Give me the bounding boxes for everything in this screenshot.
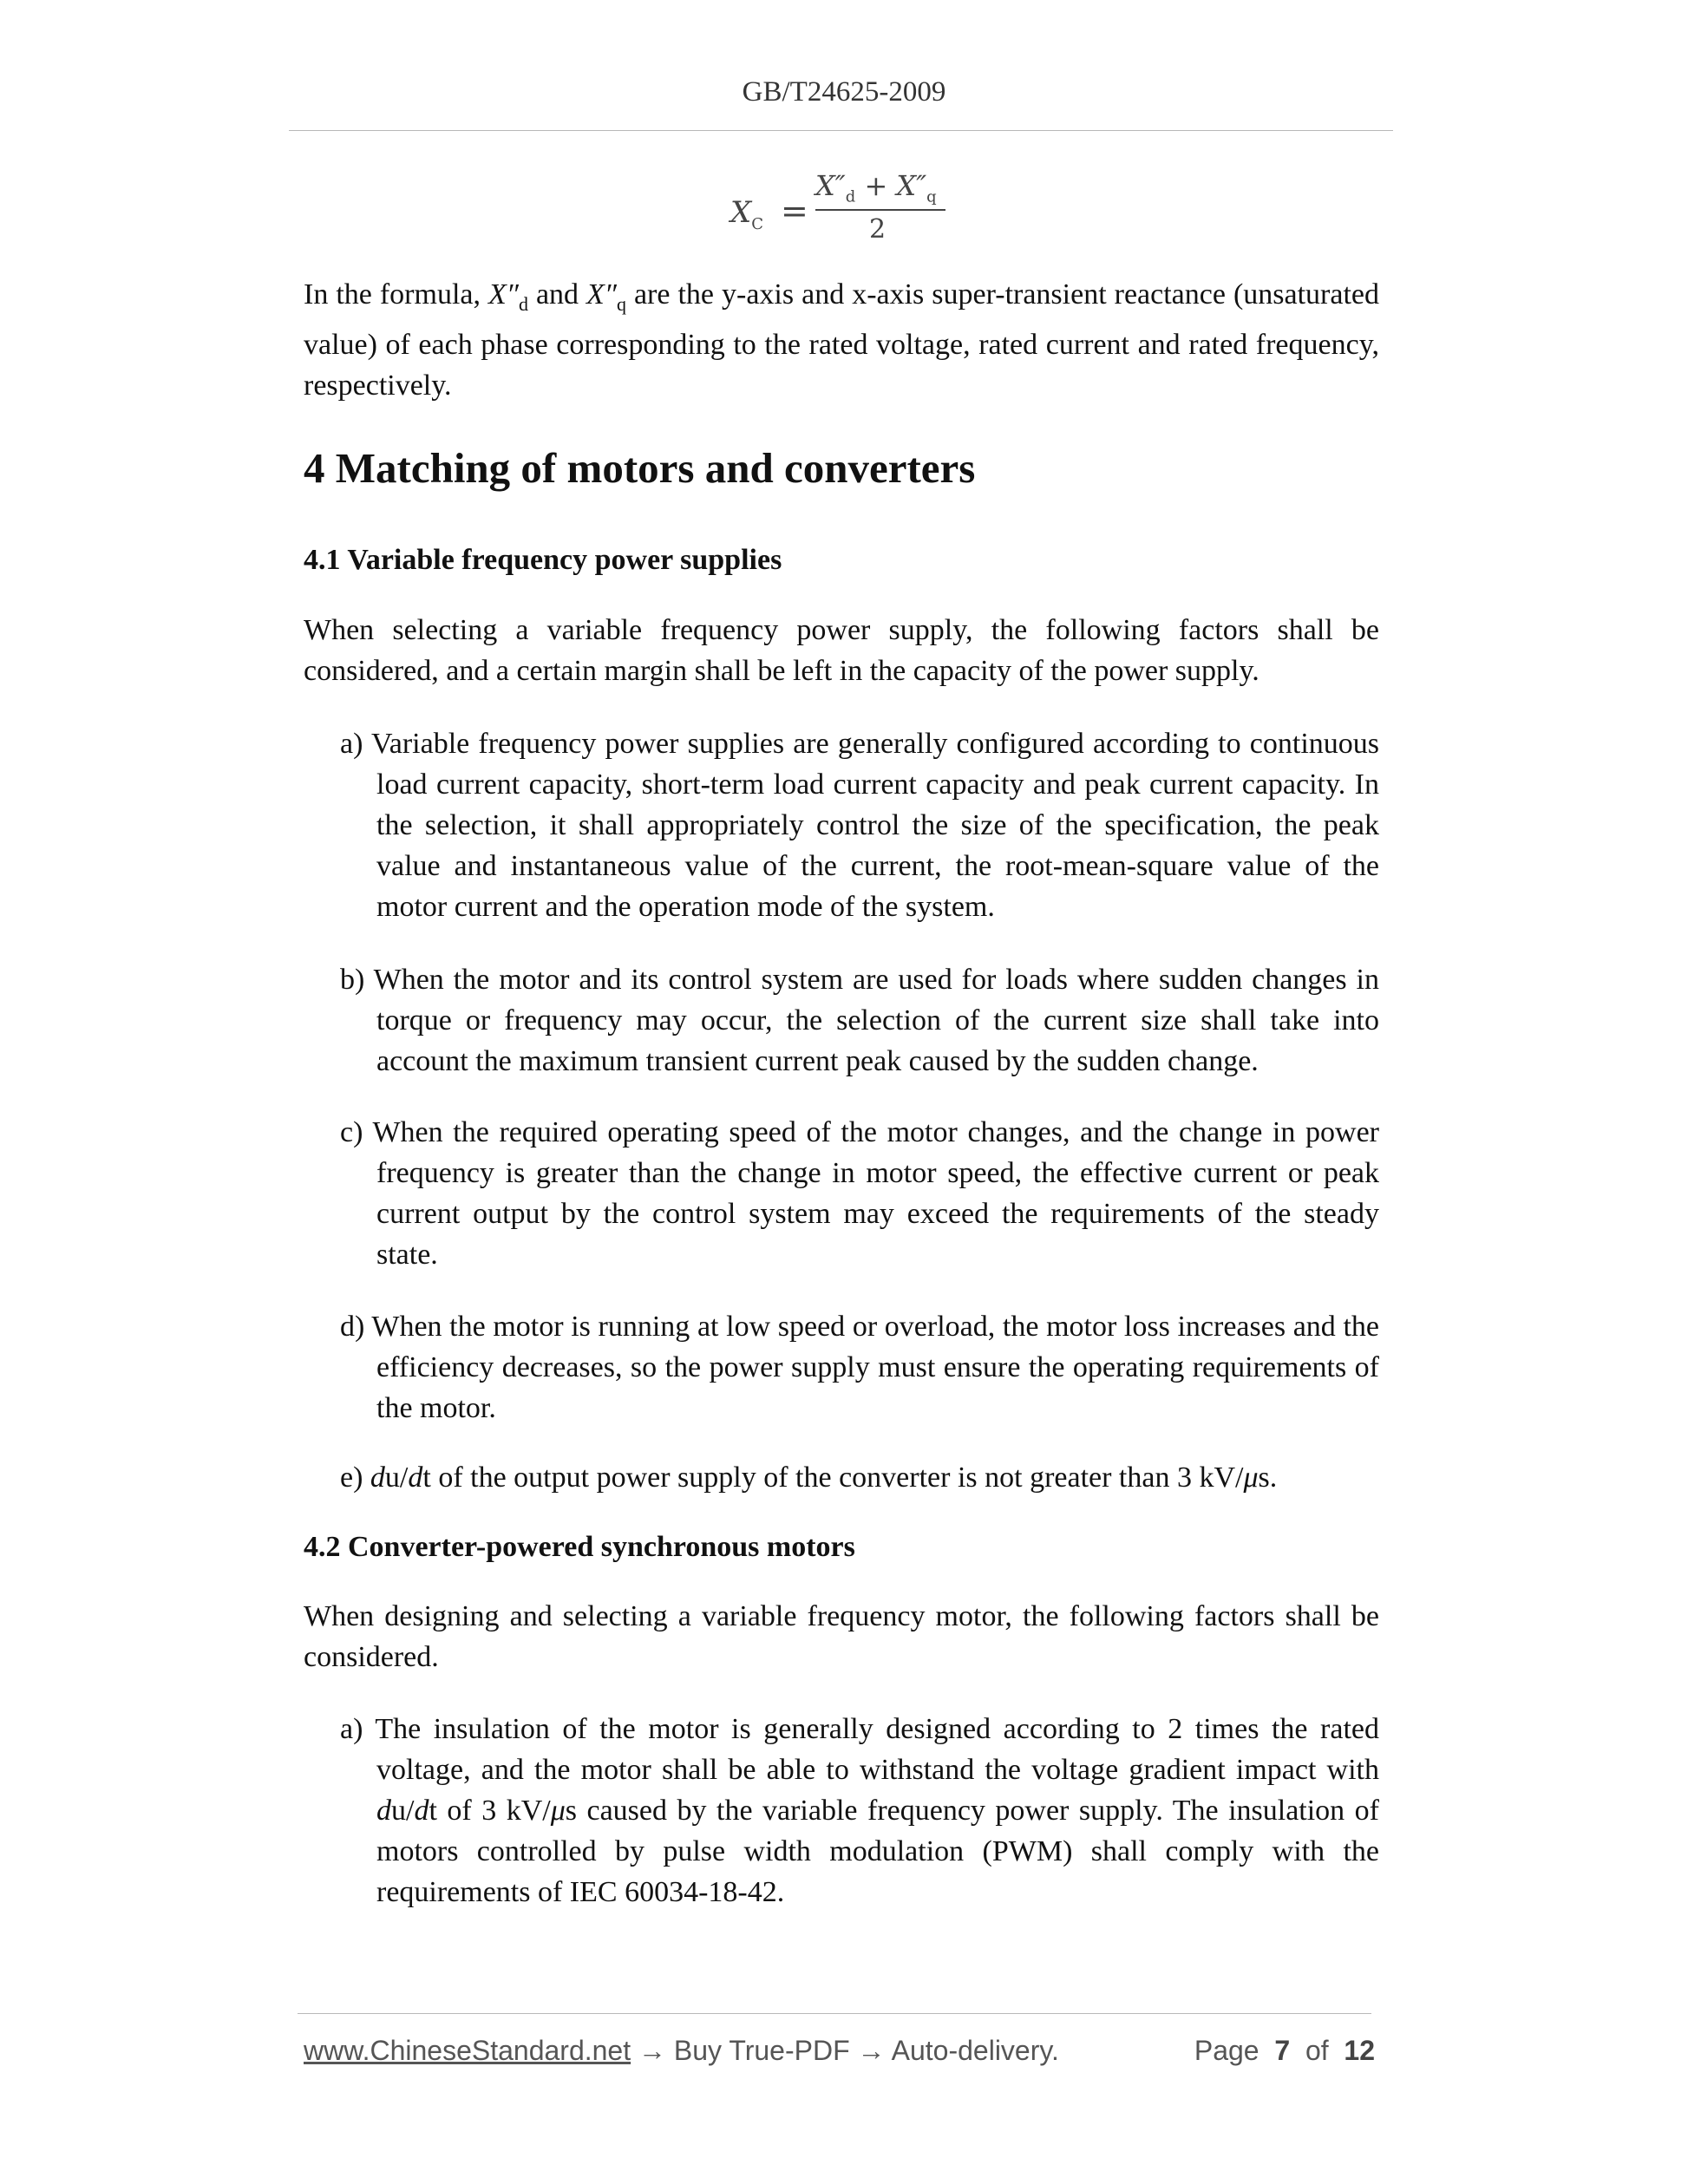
formula-denominator: 2	[869, 214, 887, 245]
list-item: a) The insulation of the motor is generally designed according to 2 times the rated voltage, and the motor shall be able to withstand the voltage gradient impact with du/dt of 3 kV/μs caused by the variable frequency power supply. The insulation of motors controlled by pulse width modulation (PWM) shall comply with the requirements of IEC 60034-18-42.	[340, 1713, 1379, 1908]
subsection-heading-4-2: 4.2 Converter-powered synchronous motors	[304, 1531, 855, 1563]
list-item: d) When the motor is running at low speed or overload, the motor loss increases and the efficiency decreases, so the power supply must ensure the operating requirements of the motor.	[340, 1311, 1379, 1424]
footer-tagline: → Buy True-PDF → Auto-delivery.	[631, 2035, 1059, 2066]
page-number: Page 7 of 12	[1194, 2035, 1375, 2066]
list-item: a) Variable frequency power supplies are generally configured according to continuous load current capacity, short-term load current capacity and peak current capacity. In the selection, it shall appropriately control the size of the specification, the peak value and instantaneous value of the current, the root-mean-square value of the motor current and the operation mode of the system.	[340, 728, 1379, 923]
subsection-4-2-intro: When designing and selecting a variable frequency motor, the following factors shall be considered.	[304, 1600, 1379, 1673]
list-item: c) When the required operating speed of the motor changes, and the change in power frequency is greater than the change in motor speed, the effective current or peak current output by the control system may exceed the requirements of the steady state.	[340, 1116, 1379, 1271]
formula-numerator: $X''_d + X''_q$	[815, 169, 937, 206]
formula-explanation: In the formula, $X''_d$ and $X''_q$ are the y-axis and x-axis super-transient reactance (unsaturated value) of each phase corresponding to the rated voltage, rated current and rated frequency, respectively.	[304, 278, 1379, 402]
subsection-4-1-intro: When selecting a variable frequency power supply, the following factors shall be considered, and a certain margin shall be left in the capacity of the power supply.	[304, 614, 1379, 687]
list-item-e: e) du/dt of the output power supply of the converter is not greater than 3 kV/μs.	[340, 1461, 1278, 1494]
website-link[interactable]: www.ChineseStandard.net	[304, 2035, 631, 2066]
section-heading-4: 4 Matching of motors and converters	[304, 444, 976, 492]
header-divider	[289, 130, 1393, 131]
footer-divider	[298, 2013, 1371, 2014]
formula-lhs: $X_C$	[730, 195, 763, 233]
page-header: GB/T24625-2009	[742, 76, 946, 108]
formula-equals: =	[781, 192, 808, 230]
page-footer	[304, 2035, 1375, 2067]
list-item: b) When the motor and its control system are used for loads where sudden changes in torque or frequency may occur, the selection of the current size shall take into account the maximum transient current peak caused by the sudden change.	[340, 964, 1379, 1077]
formula-fraction-bar	[815, 209, 945, 211]
subsection-heading-4-1: 4.1 Variable frequency power supplies	[304, 544, 782, 576]
